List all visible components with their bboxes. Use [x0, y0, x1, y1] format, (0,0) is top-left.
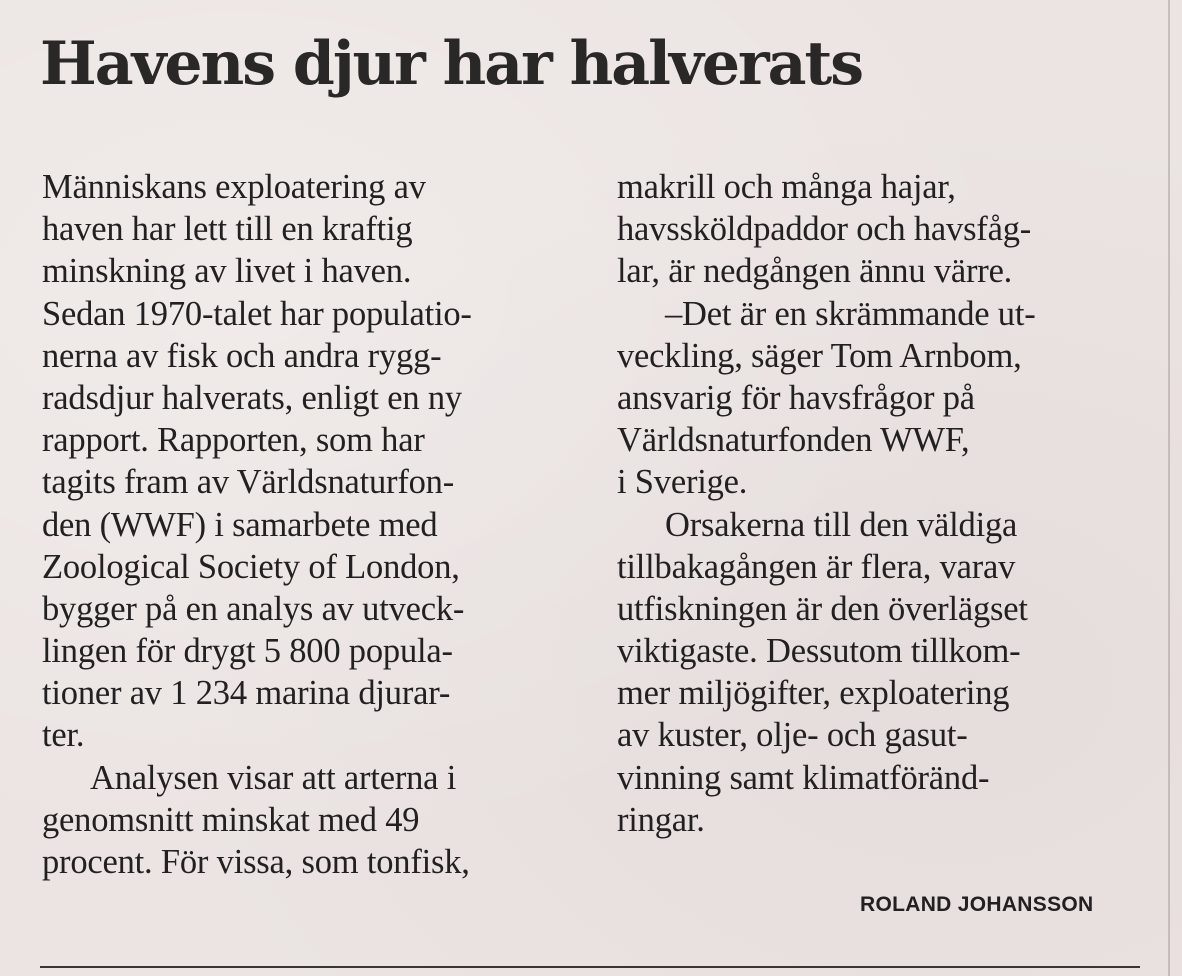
article-text-line: radsdjur halverats, enligt en ny: [42, 378, 462, 417]
article-text-line: Zoological Society of London,: [42, 547, 460, 586]
article-text-line: Människans exploatering av: [42, 168, 426, 206]
article-text-line: Sedan 1970-talet har populatio-: [42, 294, 472, 333]
article-text-line: mer miljögifter, exploatering: [617, 674, 1010, 713]
article-text-line: makrill och många hajar,: [617, 168, 956, 206]
article-text-line: lar, är nedgången ännu värre.: [617, 252, 1013, 291]
article-text-line: –Det är en skrämmande ut-: [665, 294, 1036, 333]
article-text-line: Analysen visar att arterna i: [90, 758, 457, 797]
article-text-line: tioner av 1 234 marina djurar-: [42, 674, 451, 713]
article-text-line: veckling, säger Tom Arnbom,: [617, 336, 1022, 375]
article-column-left: [42, 166, 602, 883]
article-text-line: procent. För vissa, som tonfisk,: [42, 843, 470, 881]
page-edge-divider: [1168, 0, 1170, 976]
article-text-line: den (WWF) i samarbete med: [42, 505, 438, 544]
article-text-line: utfiskningen är den överlägset: [617, 589, 1028, 628]
article-text-line: lingen för drygt 5 800 popula-: [42, 632, 453, 671]
article-text-line: tillbakagången är flera, varav: [617, 547, 1016, 586]
article-text-line: Världsnaturfonden WWF,: [617, 421, 970, 460]
article-text-line: haven har lett till en kraftig: [42, 210, 413, 249]
article-text-line: genomsnitt minskat med 49: [42, 800, 420, 839]
article-column-right: [617, 166, 1177, 841]
article-text-line: av kuster, olje- och gasut-: [617, 716, 968, 755]
article-text-line: viktigaste. Dessutom tillkom-: [617, 632, 1021, 671]
article-text-line: nerna av fisk och andra rygg-: [42, 336, 442, 375]
article-text-line: minskning av livet i haven.: [42, 252, 412, 291]
article-text-line: ansvarig för havsfrågor på: [617, 378, 975, 417]
article-headline: Havens djur har halverats: [40, 29, 862, 99]
article-text-line: Orsakerna till den väldiga: [665, 505, 1018, 544]
article-text-line: bygger på en analys av utveck-: [42, 589, 465, 628]
article-text-line: havssköldpaddor och havsfåg-: [617, 210, 1032, 249]
article-byline: ROLAND JOHANSSON: [860, 893, 1094, 916]
article-text-line: ringar.: [617, 800, 705, 839]
article-text-line: vinning samt klimatföränd-: [617, 758, 990, 797]
article-text-line: rapport. Rapporten, som har: [42, 421, 425, 460]
article-text-line: ter.: [42, 716, 85, 755]
article-text-line: i Sverige.: [617, 463, 748, 502]
bottom-divider: [40, 966, 1140, 968]
article-text-line: tagits fram av Världsnaturfon-: [42, 463, 455, 502]
